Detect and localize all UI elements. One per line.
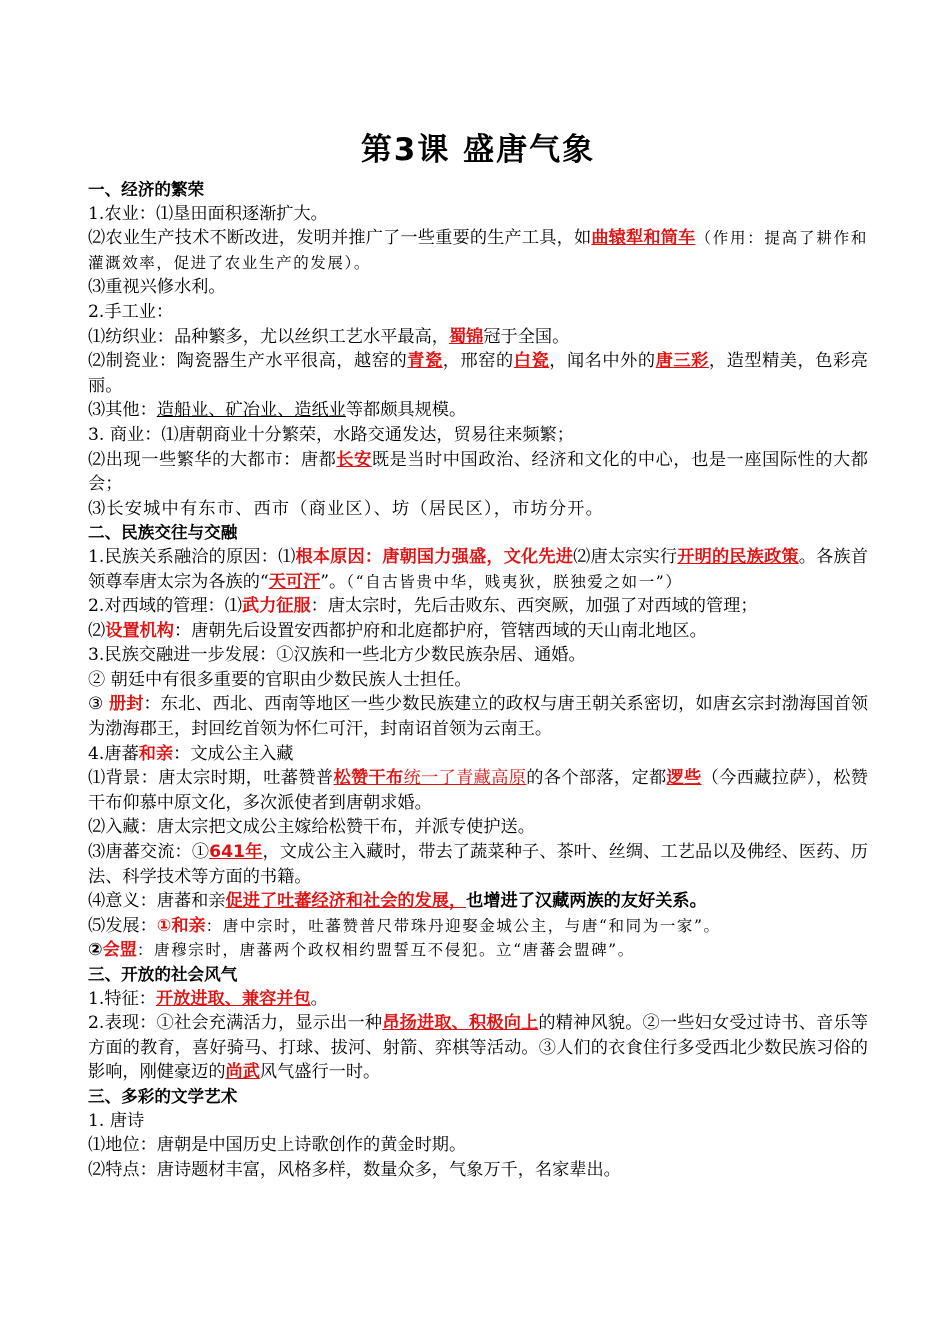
paragraph <box>88 226 868 275</box>
keyword-highlight: 长安 <box>336 449 372 470</box>
text: ⑵农业生产技术不断改进，发明并推广了一些重要的生产工具，如 <box>88 228 592 249</box>
keyword-highlight: 天可汗 <box>268 571 321 592</box>
paragraph <box>88 275 868 300</box>
text: 等都颇具规模。 <box>345 400 467 421</box>
text: 冠于全国。 <box>483 326 570 347</box>
text: （今西藏拉萨），松赞干布仰慕中原文化，多次派使者到唐朝求婚。 <box>88 768 868 813</box>
text: ③ <box>88 694 109 715</box>
text: ：东北、西北、西南等地区一些少数民族建立的政权与唐王朝关系密切，如唐玄宗封渤海国首领为渤海郡王，封回纥首领为怀仁可汗，封南诏首领为云南王。 <box>88 694 868 740</box>
paragraph <box>88 668 868 693</box>
text: ⑵唐太宗实行 <box>573 546 678 567</box>
text: ⑶重视兴修水利。 <box>88 277 226 298</box>
text: ：唐中宗时，吐蕃赞普尺带珠丹迎娶金城公主，与唐“和同为一家”。 <box>205 916 721 935</box>
keyword-highlight: 促进了吐蕃经济和社会的发展， <box>225 891 467 912</box>
keyword-highlight: 和亲 <box>138 743 174 764</box>
text: 的精神风貌。②一些妇女受过诗书、音乐等方面的教育，喜好骑马、打球、拔河、射箭、弈棋等活动。③人们的衣食住行多受西北少数民族习俗的影响，刚健豪迈的 <box>88 1013 868 1083</box>
text: ”。 <box>320 571 347 592</box>
text: 1.特征： <box>88 988 156 1009</box>
text: 1.民族关系融洽的原因：⑴ <box>88 546 296 567</box>
keyword-highlight: 册封 <box>109 694 144 715</box>
keyword-highlight: 会盟 <box>102 940 137 961</box>
keyword-highlight: 白瓷 <box>513 351 550 372</box>
text: ⑸发展： <box>88 915 157 936</box>
section-heading-social-atmosphere: 三、开放的社会风气 <box>88 965 238 984</box>
keyword-highlight: 开放进取、兼容并包 <box>155 988 311 1009</box>
paragraph <box>88 300 868 325</box>
keyword-highlight: 武力征服 <box>241 596 311 617</box>
text: ⑴地位：唐朝是中国历史上诗歌创作的黄金时期。 <box>88 1135 467 1156</box>
paragraph <box>88 325 868 350</box>
keyword-highlight: 尚武 <box>225 1062 260 1083</box>
keyword-highlight: 昂扬进取、积极向上 <box>382 1013 539 1034</box>
page-title: 第3课 盛唐气象 <box>360 132 596 168</box>
text: 。 <box>310 988 328 1009</box>
keyword-highlight: 唐三彩 <box>655 351 709 372</box>
text: 4.唐蕃 <box>88 743 139 764</box>
text: ，文成公主入藏时，带去了蔬菜种子、茶叶、丝绸、工艺品以及佛经、医药、历法、科学技术等方面的书籍。 <box>88 842 868 887</box>
section-heading-ethnic-relations: 二、民族交往与交融 <box>88 523 238 543</box>
paragraph <box>88 643 868 668</box>
quote-text: （“自古皆贵中华，贱夷狄，朕独爱之如一”） <box>346 572 683 591</box>
text: （作用：提高了耕作和灌溉效率，促进了农业生产的发展）。 <box>88 229 868 272</box>
text: ⑵出现一些繁华的大都市：唐都 <box>88 449 337 470</box>
text: ：唐太宗时，先后击败东、西突厥，加强了对西域的管理； <box>310 596 758 617</box>
text: ⑶其他： <box>88 400 157 421</box>
paragraph <box>88 1158 868 1183</box>
text: ：文成公主入藏 <box>173 743 294 764</box>
keyword-highlight: 曲辕犁和筒车 <box>591 228 696 249</box>
text: 的各个部落，定都 <box>526 768 667 789</box>
paragraph <box>88 497 868 522</box>
text: 3.民族交融进一步发展：①汉族和一些北方少数民族杂居、通婚。 <box>88 645 586 666</box>
paragraph <box>88 815 868 840</box>
text: 。各族首领尊奉唐太宗为各族的“ <box>88 546 868 592</box>
paragraph <box>88 448 868 497</box>
section-heading-economy: 一、经济的繁荣 <box>88 180 205 199</box>
text: 1. 唐诗 <box>88 1110 145 1131</box>
text: ⑵ <box>88 620 106 641</box>
text: 2.对西域的管理：⑴ <box>88 596 242 617</box>
document-page <box>88 128 868 1182</box>
text: ⑶唐蕃交流：① <box>88 842 210 863</box>
text: ⑵入藏：唐太宗把文成公主嫁给松赞干布，并派专使护送。 <box>88 817 535 838</box>
underlined-red-text: 统一了青藏高原 <box>403 768 527 789</box>
keyword-highlight: 开明的民族政策 <box>677 546 799 567</box>
keyword-highlight: ①和亲 <box>156 915 206 936</box>
paragraph <box>88 202 868 227</box>
keyword-highlight: 逻些 <box>666 768 702 789</box>
paragraph <box>88 1109 868 1134</box>
paragraph <box>88 619 868 644</box>
paragraph <box>88 1133 868 1158</box>
keyword-highlight: 青瓷 <box>407 351 443 372</box>
keyword-highlight: 松赞干布 <box>333 768 404 789</box>
text: ⑷意义：唐蕃和亲 <box>88 891 226 912</box>
paragraph <box>88 594 868 619</box>
bold-text: 也增进了汉藏两族的友好关系。 <box>466 891 707 912</box>
paragraph <box>88 545 868 594</box>
text: ⑵制瓷业：陶瓷器生产水平很高，越窑的 <box>88 351 408 372</box>
paragraph <box>88 349 868 398</box>
keyword-highlight: 根本原因：唐朝国力强盛，文化先进 <box>295 546 574 567</box>
keyword-highlight: 蜀锦 <box>448 326 484 347</box>
text: ⑴背景：唐太宗时期，吐蕃赞普 <box>88 768 334 789</box>
paragraph <box>88 766 868 815</box>
text: 3. 商业：⑴唐朝商业十分繁荣，水路交通发达，贸易往来频繁； <box>88 424 574 445</box>
text: ：唐朝先后设置安西都护府和北庭都护府，管辖西域的天山南北地区。 <box>173 620 707 641</box>
paragraph <box>88 914 868 939</box>
paragraph <box>88 1011 868 1085</box>
text: ：唐穆宗时，唐蕃两个政权相约盟誓互不侵犯。立“唐蕃会盟碑”。 <box>136 941 635 960</box>
paragraph <box>88 987 868 1012</box>
text: 既是当时中国政治、经济和文化的中心，也是一座国际性的大都会； <box>88 449 868 495</box>
text: ⑵特点：唐诗题材丰富，风格多样，数量众多，气象万千，名家辈出。 <box>88 1159 621 1180</box>
keyword-highlight: 641年 <box>209 842 263 863</box>
text: 2.表现：①社会充满活力，显示出一种 <box>88 1013 383 1034</box>
underlined-text: 造船业、矿冶业、造纸业 <box>156 400 346 421</box>
text: ，闻名中外的 <box>549 351 656 372</box>
paragraph <box>88 938 868 963</box>
text: ⑴纺织业：品种繁多，尤以丝织工艺水平最高， <box>88 326 449 347</box>
paragraph <box>88 840 868 889</box>
text: 2.手工业： <box>88 301 174 322</box>
text: ，造型精美，色彩亮丽。 <box>88 351 868 396</box>
text: ⑶长安城中有东市、西市（商业区）、坊（居民区），市坊分开。 <box>88 498 605 519</box>
text: ② <box>88 940 103 961</box>
paragraph <box>88 692 868 741</box>
text: ② 朝廷中有很多重要的官职由少数民族人士担任。 <box>88 669 472 690</box>
text: 1.农业：⑴垦田面积逐渐扩大。 <box>88 203 328 224</box>
text: ，邢窑的 <box>442 351 514 372</box>
paragraph <box>88 423 868 448</box>
paragraph <box>88 889 868 914</box>
paragraph <box>88 398 868 423</box>
text: 风气盛行一时。 <box>259 1062 381 1083</box>
paragraph <box>88 742 868 767</box>
section-heading-literature-arts: 三、多彩的文学艺术 <box>88 1086 238 1106</box>
keyword-highlight: 设置机构 <box>105 620 174 641</box>
